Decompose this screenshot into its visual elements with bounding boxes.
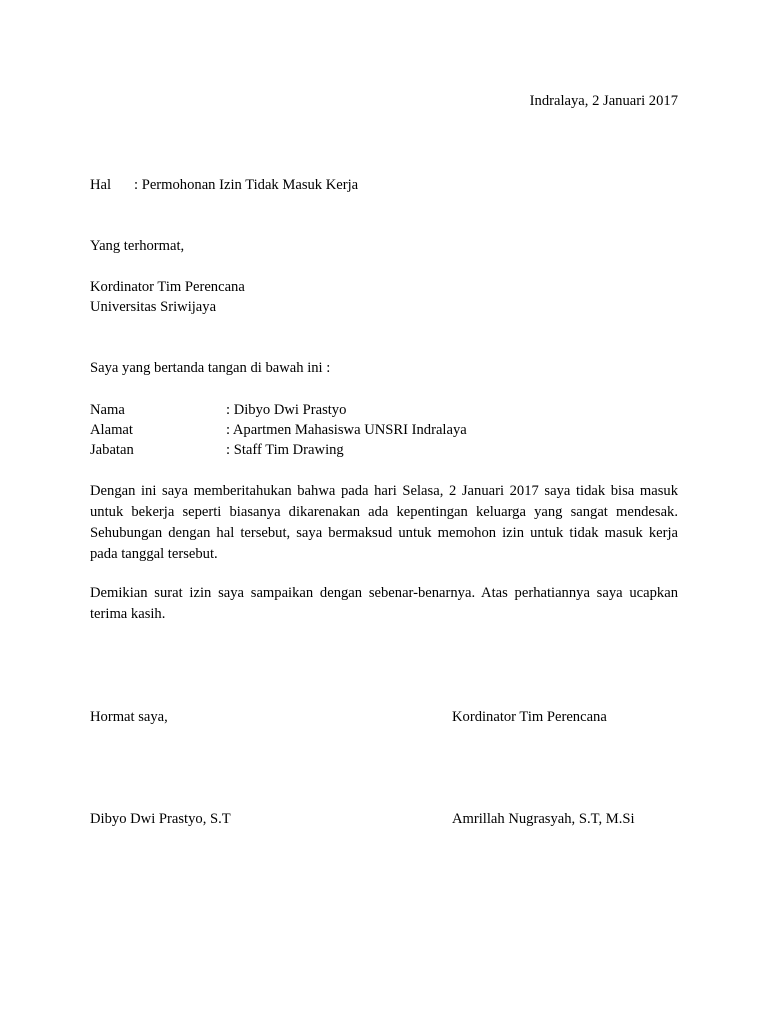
paragraph-line: terima kasih. [90, 606, 166, 622]
body-paragraph-2 [90, 583, 678, 625]
paragraph-line: Demikian surat izin saya sampaikan dengan sebenar-benarnya. Atas perhatiannya saya ucapkan [90, 585, 678, 601]
field-value: : Apartmen Mahasiswa UNSRI Indralaya [226, 422, 467, 438]
recipient-title: Kordinator Tim Perencana [90, 279, 245, 295]
sender-closing: Hormat saya, [90, 709, 168, 725]
approver-title: Kordinator Tim Perencana [452, 709, 607, 725]
paragraph-line: Dengan ini saya memberitahukan bahwa pada hari Selasa, 2 Januari 2017 saya tidak bisa masuk [90, 483, 678, 499]
subject-value: : Permohonan Izin Tidak Masuk Kerja [134, 177, 359, 193]
subject-line [90, 175, 358, 195]
field-jabatan [90, 440, 344, 460]
greeting: Yang terhormat, [90, 238, 185, 254]
recipient-institution: Universitas Sriwijaya [90, 299, 217, 315]
approver-name: Amrillah Nugrasyah, S.T, M.Si [452, 811, 635, 827]
field-label: Alamat [90, 422, 133, 438]
intro-text: Saya yang bertanda tangan di bawah ini : [90, 360, 331, 376]
subject-key: Hal [90, 177, 112, 193]
paragraph-line: untuk bekerja seperti biasanya dikarenakan ada kepentingan keluarga yang sangat mendesak. [90, 504, 678, 520]
paragraph-line: pada tanggal tersebut. [90, 546, 218, 562]
place-date: Indralaya, 2 Januari 2017 [529, 93, 678, 109]
field-label: Nama [90, 402, 125, 418]
sender-name: Dibyo Dwi Prastyo, S.T [90, 811, 231, 827]
field-value: : Staff Tim Drawing [226, 442, 344, 458]
body-paragraph-1 [90, 481, 678, 565]
field-value: : Dibyo Dwi Prastyo [226, 402, 347, 418]
field-alamat [90, 420, 467, 440]
paragraph-line: Sehubungan dengan hal tersebut, saya bermaksud untuk memohon izin untuk tidak masuk kerja [90, 525, 678, 541]
field-nama [90, 400, 346, 420]
field-label: Jabatan [90, 442, 134, 458]
